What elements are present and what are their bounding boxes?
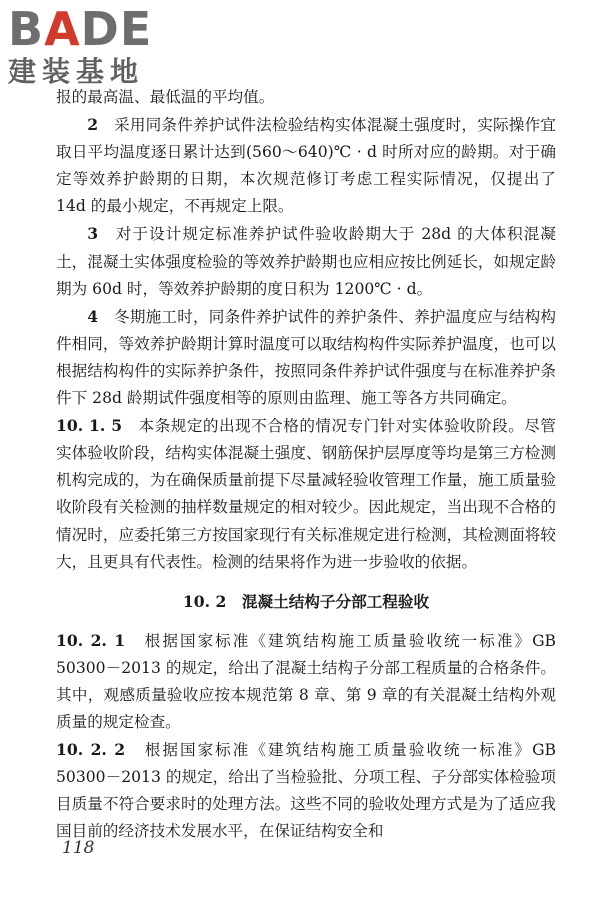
clause-10-1-5 [56, 412, 556, 576]
item-number: 3 [87, 224, 99, 244]
clause-number: 10. 1. 5 [56, 416, 123, 436]
logo-wordmark: BADE [8, 2, 153, 56]
logo-chinese-name: 建装基地 [8, 55, 145, 88]
page-number: 118 [62, 838, 95, 858]
paragraph-text: 根据国家标准《建筑结构施工质量验收统一标准》GB 50300－2013 的规定，给出了混凝土结构子分部工程质量的合格条件。其中，观感质量验收应按本规范第 8 章、第 9 章的有关混凝土结构外观质量的规定检查。 [56, 631, 556, 732]
clause-10-2-2 [56, 736, 556, 845]
paragraph-text: 采用同条件养护试件法检验结构实体混凝土强度时，实际操作宜取日平均温度逐日累计达到(560～640)℃ · d 时所对应的龄期。对于确定等效养护龄期的日期，本次规范修订考虑工程实际情况，仅提出了 14d 的最小规定，不再规定上限。 [56, 116, 556, 216]
paragraph-item-4 [56, 303, 556, 412]
clause-number: 10. 2. 2 [56, 740, 126, 760]
item-number: 2 [87, 115, 99, 135]
paragraph-text: 冬期施工时，同条件养护试件的养护条件、养护温度应与结构构件相同，等效养护龄期计算时温度可以取结构构件实际养护温度，也可以根据结构构件的实际养护条件，按照同条件养护试件强度与在标准养护条件下 28d 龄期试件强度相等的原则由监理、施工等各方共同确定。 [56, 307, 556, 408]
clause-number: 10. 2. 1 [56, 630, 126, 650]
document-body [56, 84, 556, 846]
logo-accent-letter: A [44, 2, 81, 56]
paragraph-item-3 [56, 220, 556, 302]
paragraph-continuation: 报的最高温、最低温的平均值。 [56, 88, 275, 106]
item-number: 4 [87, 306, 99, 326]
paragraph-item-2 [56, 111, 556, 220]
paragraph-text: 对于设计规定标准养护试件验收龄期大于 28d 的大体积混凝土，混凝土实体强度检验的等效养护龄期也应相应按比例延长，如规定龄期为 60d 时，等效养护龄期的度日积为 1200℃ · d。 [56, 225, 556, 298]
logo [8, 4, 178, 90]
clause-10-2-1 [56, 627, 556, 736]
paragraph-text: 本条规定的出现不合格的情况专门针对实体验收阶段。尽管实体验收阶段，结构实体混凝土强度、钢筋保护层厚度等均是第三方检测机构完成的，为在确保质量前提下尽量减轻验收管理工作量，施工质量验收阶段有关检测的抽样数量规定的相对较少。因此规定，当出现不合格的情况时，应委托第三方按国家现行有关标准规定进行检测，其检测面将较大，且更具有代表性。检测的结果将作为进一步验收的依据。 [56, 417, 556, 571]
section-heading: 10. 2 混凝土结构子分部工程验收 [182, 591, 430, 611]
paragraph-text: 根据国家标准《建筑结构施工质量验收统一标准》GB 50300－2013 的规定，给出了当检验批、分项工程、子分部实体检验项目质量不符合要求时的处理方法。这些不同的验收处理方式是为了适应我国目前的经济技术发展水平，在保证结构安全和 [56, 741, 556, 841]
